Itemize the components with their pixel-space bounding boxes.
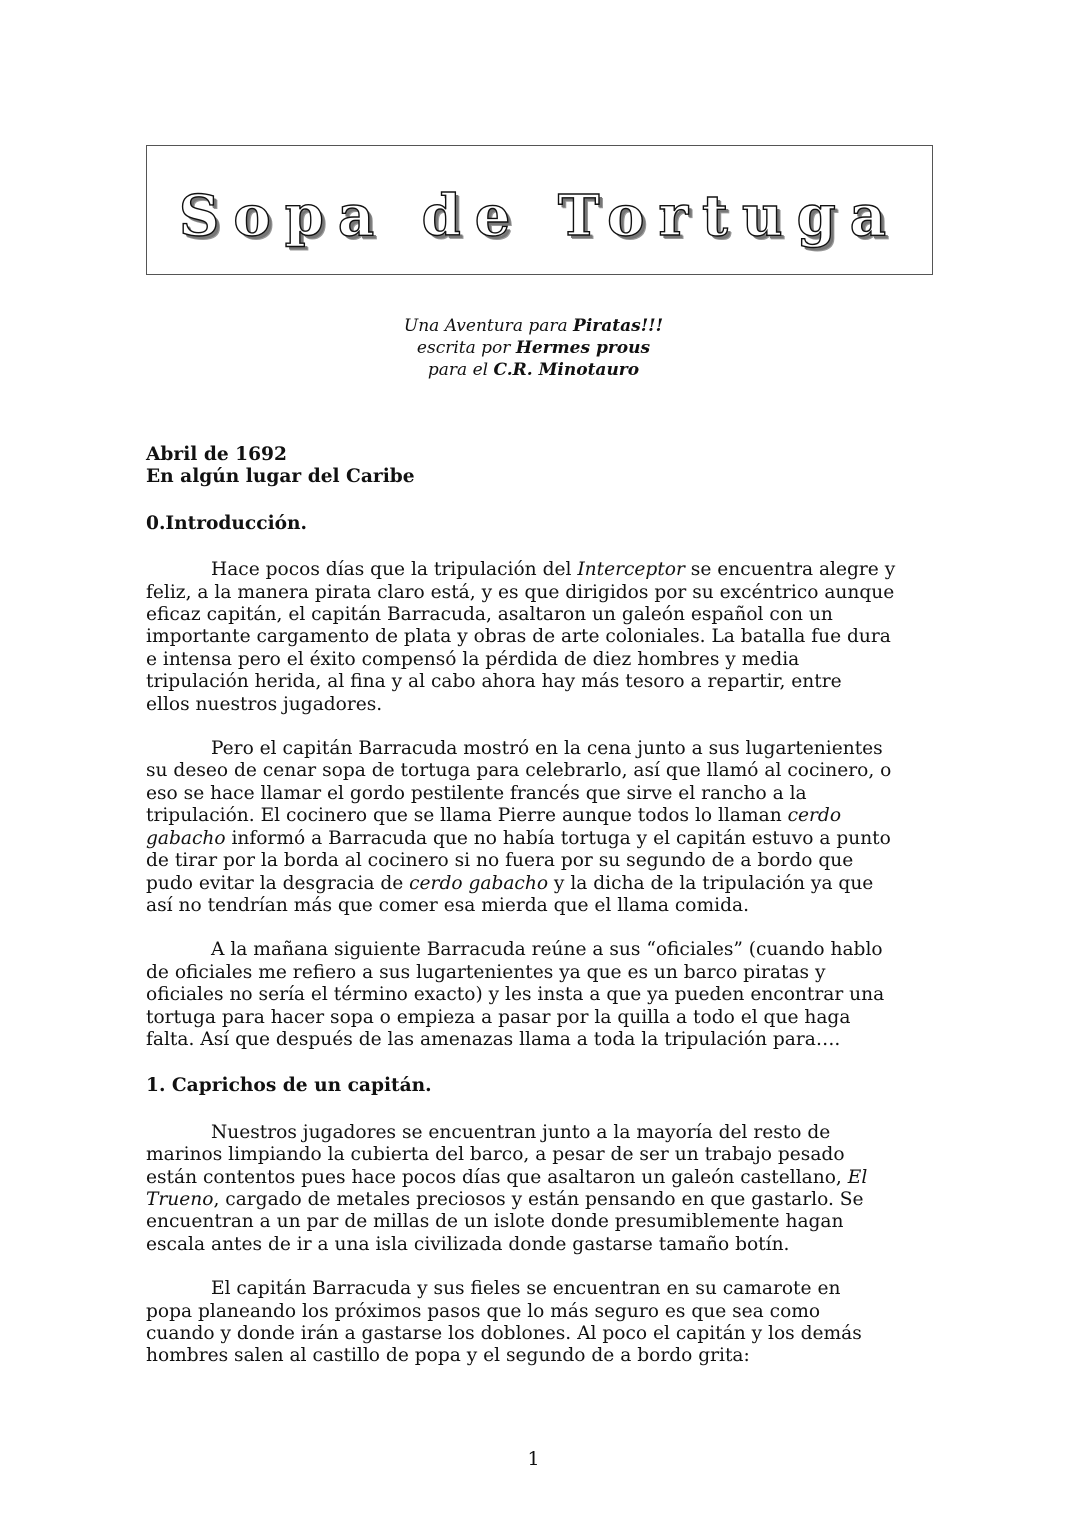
document-body [146,444,936,1368]
paragraph-intro-2: Pero el capitán Barracuda mostró en la cena junto a sus lugartenientes su deseo de cenar sopa de tortuga para celebrarlo, así que llamó al cocinero, o eso se hace llamar el gordo pestilente francés que sirve el rancho a la tripulación. El cocinero que se llama Pierre aunque todos lo llaman cerdo gabacho informó a Barracuda que no había tortuga y el capitán estuvo a punto de tirar por la borda al cocinero si no fuera por su segundo de a bordo que pudo evitar la desgracia de cerdo gabacho y la dicha de la tripulación ya que así no tendrían más que comer esa mierda que el llama comida. [146,738,892,916]
paragraph-section1-2: El capitán Barracuda y sus fieles se encuentran en su camarote en popa planeando los próximos pasos que lo más seguro es que sea como cuando y donde irán a gastarse los doblones. Al poco el capitán y los demás hombres salen al castillo de popa y el segundo de a bordo grita: [146,1278,862,1367]
byline-line-3: para el C.R. Minotauro [427,360,640,380]
byline-line-2: escrita por Hermes prous [416,338,651,358]
paragraph-intro-1: Hace pocos días que la tripulación del Interceptor se encuentra alegre y feliz, a la manera pirata claro está, y es que dirigidos por su excéntrico aunque eficaz capitán, el capitán Barracuda, asaltaron un galeón español con un importante cargamento de plata y obras de arte coloniales. La batalla fue dura e intensa pero el éxito compensó la pérdida de diez hombres y media tripulación herida, al fina y al cabo ahora hay más tesoro a repartir, entre ellos nuestros jugadores. [146,559,896,715]
paragraph-section1-1: Nuestros jugadores se encuentran junto a la mayoría del resto de marinos limpiando la cubierta del barco, a pesar de ser un trabajo pesado están contentos pues hace pocos días que asaltaron un galeón castellano, El Trueno, cargado de metales preciosos y están pensando en que gastarlo. Se encuentran a un par de millas de un islote donde presumiblemente hagan escala antes de ir a una isla civilizada donde gastarse tamaño botín. [146,1121,868,1255]
byline [0,315,1067,381]
section-heading-introduction: 0.Introducción. [146,512,308,534]
setting-place: En algún lugar del Caribe [146,466,415,488]
setting-date: Abril de 1692 [146,444,287,465]
club-name: C.R. Minotauro [493,360,640,380]
title-frame [146,145,933,275]
page-number: 1 [527,1448,540,1470]
paragraph-intro-3: A la mañana siguiente Barracuda reúne a sus “oficiales” (cuando hablo de oficiales me refiero a sus lugartenientes ya que es un barco piratas y oficiales no sería el término exacto) y les insta a que ya pueden encontrar una tortuga para hacer sopa o empieza a pasar por la quilla a todo el que haga falta. Así que después de las amenazas llama a toda la tripulación para…. [146,939,885,1050]
ship-name: Interceptor [577,559,685,581]
section-heading-caprichos: 1. Caprichos de un capitán. [146,1075,432,1097]
document-title: Sopa de Tortuga [178,183,901,249]
author-name: Hermes prous [515,338,651,358]
byline-line-1: Una Aventura para Piratas!!! [403,316,664,336]
game-name: Piratas!!! [573,316,664,336]
